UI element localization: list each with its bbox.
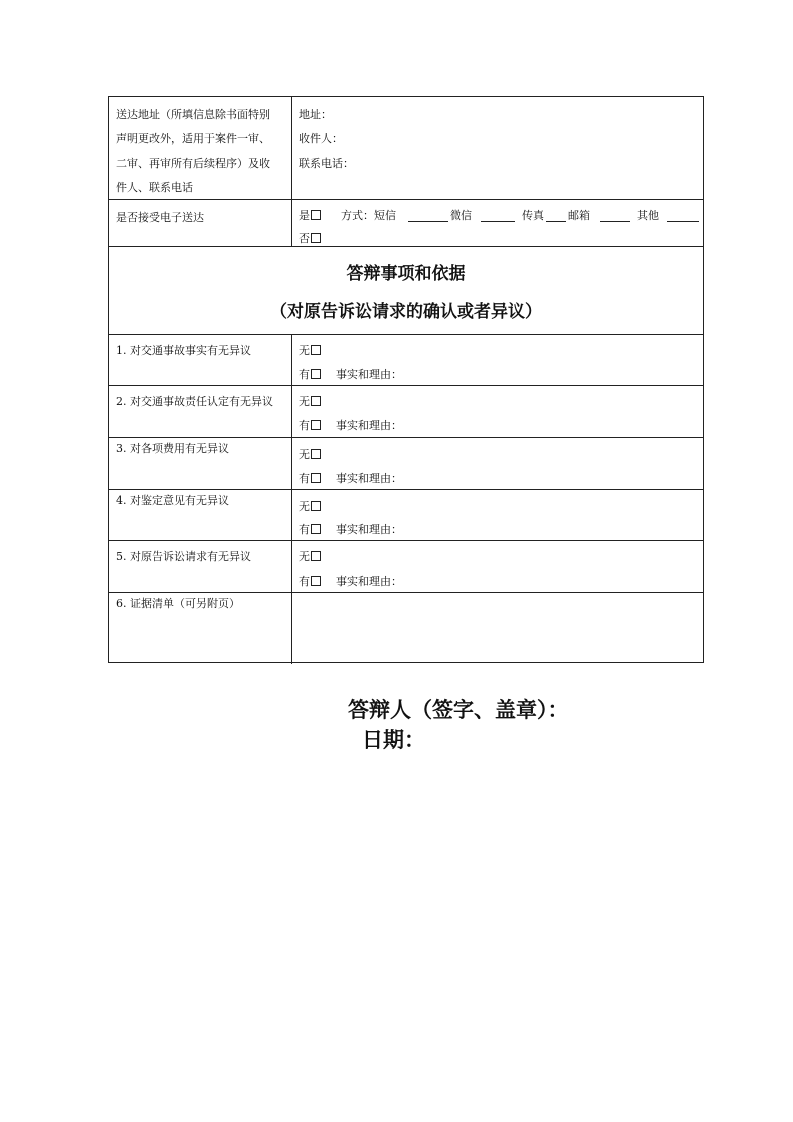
none-label: 无 — [299, 344, 310, 357]
no-checkbox[interactable] — [311, 233, 321, 243]
date-label[interactable]: 日期： — [362, 727, 425, 752]
reason-label[interactable]: 事实和理由： — [336, 368, 402, 381]
item-label: 3. 对各项费用有无异议 — [116, 442, 229, 455]
method-other-label: 其他 — [637, 209, 659, 222]
respondent-signature-label[interactable]: 答辩人（签字、盖章）： — [348, 697, 569, 722]
delivery-label-line-3: 二审、再审所有后续程序）及收 — [116, 157, 270, 170]
delivery-label-line-4: 件人、联系电话 — [116, 181, 193, 194]
item-label-cell — [109, 490, 292, 540]
no-label: 否 — [299, 232, 310, 245]
item-options-cell — [292, 541, 703, 592]
item-label: 1. 对交通事故事实有无异议 — [116, 344, 251, 357]
delivery-label-line-2: 声明更改外，适用于案件一审、 — [116, 132, 270, 145]
e-service-label: 是否接受电子送达 — [116, 211, 204, 224]
none-checkbox[interactable] — [311, 551, 321, 561]
item-label-cell — [109, 438, 292, 489]
none-option[interactable] — [299, 500, 321, 514]
delivery-label-line-1: 送达地址（所填信息除书面特别 — [116, 108, 270, 121]
item-label: 4. 对鉴定意见有无异议 — [116, 494, 229, 507]
reason-label[interactable]: 事实和理由： — [336, 472, 402, 485]
item-label-cell — [109, 386, 292, 437]
recipient-field-label[interactable]: 收件人： — [299, 132, 343, 145]
has-label: 有 — [299, 523, 310, 536]
item-row-2 — [109, 385, 703, 437]
item-label-cell — [109, 335, 292, 385]
reason-label[interactable]: 事实和理由： — [336, 575, 402, 588]
e-service-row — [109, 199, 703, 246]
none-checkbox[interactable] — [311, 396, 321, 406]
has-label: 有 — [299, 472, 310, 485]
has-option[interactable] — [299, 472, 321, 486]
section-title: 答辩事项和依据 — [346, 264, 466, 284]
item-row-4 — [109, 489, 703, 540]
has-checkbox[interactable] — [311, 576, 321, 586]
evidence-row — [109, 592, 703, 664]
yes-label: 是 — [299, 209, 310, 222]
none-checkbox[interactable] — [311, 501, 321, 511]
method-fax-label: 传真 — [522, 209, 544, 222]
delivery-address-label-cell — [109, 97, 292, 199]
has-checkbox[interactable] — [311, 420, 321, 430]
phone-field-label[interactable]: 联系电话： — [299, 157, 354, 170]
section-subtitle: （对原告诉讼请求的确认或者异议） — [270, 302, 542, 322]
email-blank[interactable] — [600, 211, 630, 222]
e-service-label-cell — [109, 200, 292, 246]
none-label: 无 — [299, 395, 310, 408]
item-options-cell — [292, 386, 703, 437]
wechat-blank[interactable] — [481, 211, 515, 222]
response-form-table — [108, 96, 704, 663]
has-option[interactable] — [299, 575, 321, 589]
reason-label[interactable]: 事实和理由： — [336, 523, 402, 536]
has-label: 有 — [299, 368, 310, 381]
fax-blank[interactable] — [546, 211, 566, 222]
item-options-cell — [292, 438, 703, 489]
none-option[interactable] — [299, 395, 321, 409]
address-field-label[interactable]: 地址： — [299, 108, 332, 121]
e-service-no-option[interactable] — [299, 232, 321, 246]
item-options-cell — [292, 335, 703, 385]
item-label: 2. 对交通事故责任认定有无异议 — [116, 395, 273, 408]
has-option[interactable] — [299, 419, 321, 433]
other-blank[interactable] — [667, 211, 699, 222]
item-row-3 — [109, 437, 703, 489]
method-wechat-label: 微信 — [450, 209, 472, 222]
delivery-address-value-cell — [292, 97, 703, 199]
none-option[interactable] — [299, 550, 321, 564]
item-label: 5. 对原告诉讼请求有无异议 — [116, 550, 251, 563]
item-row-5 — [109, 540, 703, 592]
e-service-options-cell — [292, 200, 703, 246]
none-checkbox[interactable] — [311, 449, 321, 459]
item-row-1 — [109, 334, 703, 385]
e-service-yes-option[interactable] — [299, 209, 321, 223]
yes-checkbox[interactable] — [311, 210, 321, 220]
has-checkbox[interactable] — [311, 473, 321, 483]
delivery-address-row — [109, 97, 703, 199]
has-checkbox[interactable] — [311, 524, 321, 534]
none-option[interactable] — [299, 448, 321, 462]
evidence-input-cell[interactable] — [292, 593, 703, 664]
reason-label[interactable]: 事实和理由： — [336, 419, 402, 432]
none-label: 无 — [299, 500, 310, 513]
method-email-label: 邮箱 — [568, 209, 590, 222]
has-label: 有 — [299, 419, 310, 432]
sms-blank[interactable] — [408, 211, 448, 222]
evidence-label-cell — [109, 593, 292, 664]
item-label-cell — [109, 541, 292, 592]
section-heading-row — [109, 246, 703, 334]
none-label: 无 — [299, 448, 310, 461]
none-label: 无 — [299, 550, 310, 563]
method-sms-label: 方式：短信 — [341, 209, 396, 222]
item-options-cell — [292, 490, 703, 540]
has-checkbox[interactable] — [311, 369, 321, 379]
evidence-label: 6. 证据清单（可另附页） — [116, 597, 240, 610]
none-checkbox[interactable] — [311, 345, 321, 355]
none-option[interactable] — [299, 344, 321, 358]
has-option[interactable] — [299, 368, 321, 382]
has-label: 有 — [299, 575, 310, 588]
has-option[interactable] — [299, 523, 321, 537]
